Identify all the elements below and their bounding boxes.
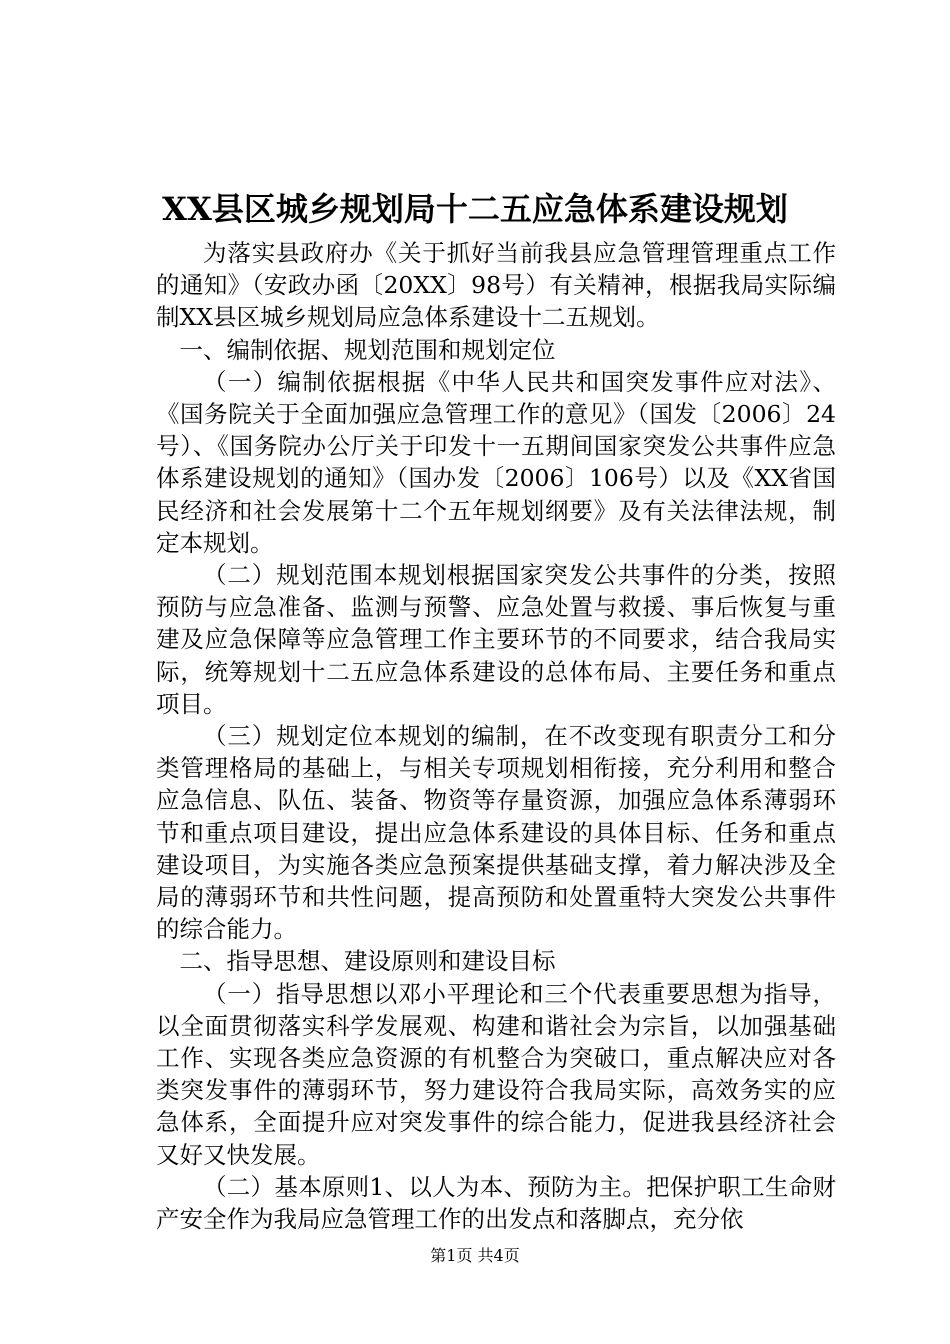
- page-footer: 第1页 共4页: [430, 1246, 520, 1265]
- document-body: [156, 237, 836, 1235]
- paragraph-basic-principles: （二）基本原则1、以人为本、预防为主。把保护职工生命财产安全作为我局应急管理工作的出发点和落脚点，充分依: [156, 1172, 836, 1234]
- paragraph-guiding-ideology: （一）指导思想以邓小平理论和三个代表重要思想为指导，以全面贯彻落实科学发展观、构建和谐社会为宗旨，以加强基础工作、实现各类应急资源的有机整合为突破口，重点解决应对各类突发事件的薄弱环节，努力建设符合我局实际，高效务实的应急体系，全面提升应对突发事件的综合能力，促进我县经济社会又好又快发展。: [156, 979, 836, 1169]
- paragraph-positioning: （三）规划定位本规划的编制，在不改变现有职责分工和分类管理格局的基础上，与相关专项规划相衔接，充分利用和整合应急信息、队伍、装备、物资等存量资源，加强应急体系薄弱环节和重点项目建设，提出应急体系建设的具体目标、任务和重点建设项目，为实施各类应急预案提供基础支撑，着力解决涉及全局的薄弱环节和共性问题，提高预防和处置重特大突发公共事件的综合能力。: [156, 722, 836, 944]
- paragraph-scope: （二）规划范围本规划根据国家突发公共事件的分类，按照预防与应急准备、监测与预警、应急处置与救援、事后恢复与重建及应急保障等应急管理工作主要环节的不同要求，结合我局实际，统筹规划十二五应急体系建设的总体布局、主要任务和重点项目。: [156, 561, 836, 718]
- section-heading-2: 二、指导思想、建设原则和建设目标: [179, 947, 556, 976]
- paragraph-basis: （一）编制依据根据《中华人民共和国突发事件应对法》、《国务院关于全面加强应急管理工作的意见》（国发〔2006〕24号）、《国务院办公厅关于印发十一五期间国家突发公共事件应急体系建设规划的通知》（国办发〔2006〕106号）以及《XX省国民经济和社会发展第十二个五年规划纲要》及有关法律法规，制定本规划。: [156, 367, 836, 557]
- document-title: XX县区城乡规划局十二五应急体系建设规划: [162, 190, 788, 228]
- section-heading-1: 一、编制依据、规划范围和规划定位: [179, 335, 556, 364]
- paragraph-intro: 为落实县政府办《关于抓好当前我县应急管理管理重点工作的通知》（安政办函〔20XX〕98号）有关精神，根据我局实际编制XX县区城乡规划局应急体系建设十二五规划。: [156, 239, 836, 332]
